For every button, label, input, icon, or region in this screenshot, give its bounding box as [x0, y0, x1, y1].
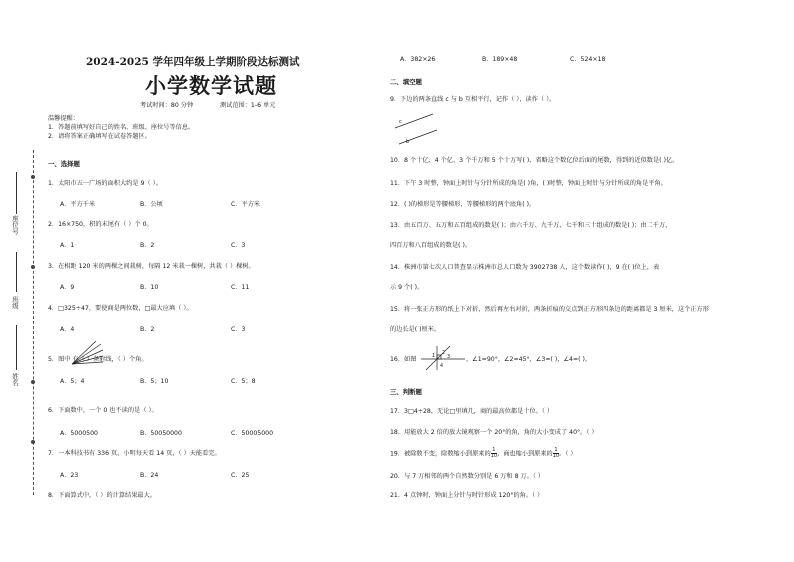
seat-label: 座位号	[11, 215, 19, 235]
class-underline	[16, 252, 17, 292]
question-19	[390, 448, 577, 459]
q19-text-b: ，商也缩小到原来的	[497, 450, 553, 458]
fraction: $\frac{1}{10}$	[552, 447, 560, 459]
q8-option-c[interactable]: C．524×18	[570, 56, 606, 63]
question-16-prefix: 16．如图	[390, 356, 417, 363]
question-1: 1．太阳市五一广场的面积大约是 9（ ）。	[48, 180, 162, 187]
question-10: 10．8 个十亿、4 个亿、3 个千万和 5 个十万写( )，省略这个数亿位后面的尾数，得到的近似数是( )亿。	[390, 157, 679, 164]
q3-option-a[interactable]: A．9	[60, 284, 75, 291]
exam-subtitle: 小学数学试题	[145, 73, 277, 98]
binding-hole	[31, 175, 35, 179]
angle-label: 3	[447, 355, 451, 360]
class-label: 班级	[11, 296, 19, 309]
q5-option-a[interactable]: A．5；4	[60, 378, 85, 385]
q8-option-a[interactable]: A．382×26	[400, 56, 436, 63]
name-underline	[16, 325, 17, 370]
question-7: 7．一本科技书有 336 页，小明每天看 14 页，（ ）天能看完。	[48, 450, 221, 457]
angle-label: 4	[440, 364, 444, 369]
name-label: 姓名	[11, 373, 19, 386]
q3-option-b[interactable]: B．10	[140, 284, 159, 291]
fraction: $\frac{1}{10}$	[490, 447, 498, 459]
binding-hole	[31, 440, 35, 444]
question-16: ，∠1=90°，∠2=45°，∠3=( )，∠4=( )。	[466, 356, 592, 363]
q2-option-a[interactable]: A．1	[60, 242, 75, 249]
notice-heading: 温馨提醒：	[48, 115, 79, 122]
question-15-line2: 的边长是( )厘米。	[390, 326, 441, 333]
question-15-line1: 15．将一张正方形的纸上下对折，然后再左右对折，两条折痕的交点到正方形四条边的距离都是 3 厘米，这个正方形	[390, 306, 709, 313]
q1-option-b[interactable]: B．公顷	[140, 201, 163, 208]
question-18: 18．用能放大 2 倍的放大镜观察一个 20°的角，角的大小变成了 40°。（ ）	[390, 429, 598, 436]
question-11: 11．下午 3 时整，钟面上时针与分针所成的角是( )角，( )时整，钟面上时针与分针所成的角是平角。	[390, 180, 667, 187]
section-heading-judge: 三、判断题	[390, 388, 422, 396]
q6-option-c[interactable]: C．50005000	[231, 430, 274, 437]
question-8: 8．下面算式中，（ ）的计算结果最大。	[48, 492, 156, 499]
binding-hole	[31, 380, 35, 384]
q4-option-c[interactable]: C．3	[231, 326, 246, 333]
q3-option-c[interactable]: C．11	[231, 284, 250, 291]
rays-figure	[70, 340, 104, 366]
line-label-b: b	[406, 139, 410, 145]
question-14-line1: 14．株洲市第七次人口普查显示株洲市总人口数为 3902738 人，这个数读作( )，9 在( )位上，表	[390, 264, 660, 271]
q2-option-c[interactable]: C．3	[231, 242, 246, 249]
notice-item: 2．请将答案正确填写在试卷答题区。	[48, 133, 151, 140]
question-13-line1: 13．由五百万、五万和五百组成的数是( )；由六千万、九千万、七千和三十组成的数是( )；由二千万、	[390, 222, 672, 229]
notice-item: 1．答题前填写好自己的姓名、班级、座位号等信息。	[48, 124, 195, 131]
q5-option-c[interactable]: C．5；8	[231, 378, 256, 385]
question-17: 17．3□4÷28，无论□里填几，商的最高位都是十位。（ ）	[390, 408, 554, 415]
question-5: 5．图中 有（ ）条射线，（ ）个角。	[48, 356, 148, 363]
q7-option-c[interactable]: C．25	[231, 472, 250, 479]
exam-time: 考试时间：80 分钟	[140, 102, 194, 109]
q4-option-b[interactable]: B．2	[140, 326, 155, 333]
q4-option-a[interactable]: A．4	[60, 326, 75, 333]
seat-underline	[16, 172, 17, 214]
angle-label: 2	[442, 351, 446, 356]
binding-hole	[31, 265, 35, 269]
question-3: 3．在相距 120 米的两棵之间栽树，每隔 12 米栽一棵树，共栽（ ）棵树。	[48, 263, 255, 270]
parallel-lines-figure	[393, 112, 438, 148]
q5-option-b[interactable]: B．5；10	[140, 378, 169, 385]
section-heading-choice: 一、选择题	[48, 160, 80, 168]
question-20: 20．与 7 万相邻的两个自然数分别是 6 万和 8 万。（ ）	[390, 473, 545, 480]
angle-label: 1	[432, 354, 436, 359]
q8-option-b[interactable]: B．189×48	[482, 56, 518, 63]
question-21: 21．4 点钟时，钟面上分针与时针形成 120°的角。（ ）	[390, 492, 544, 499]
question-12: 12．( )的梯形是等腰梯形，等腰梯形的两个底角( )。	[390, 201, 536, 208]
line-label-c: c	[399, 119, 402, 125]
question-14-line2: 示 9 个( )。	[390, 284, 424, 291]
question-2: 2．16×750，积的末尾有（ ）个 0。	[48, 221, 153, 228]
question-9: 9．下边的两条直线 c 与 b 互相平行，记作（ ），读作（ ）。	[390, 96, 556, 103]
q6-option-b[interactable]: B．50050000	[140, 430, 182, 437]
angles-figure	[420, 344, 466, 372]
exam-scope: 测试范围：1-6 单元	[220, 102, 276, 109]
q1-option-c[interactable]: C．平方米	[231, 201, 261, 208]
question-13-line2: 四百万和八百组成的数是( )。	[390, 242, 472, 249]
exam-title: 2024-2025 学年四年级上学期阶段达标测试	[86, 56, 300, 68]
q19-text-c: 。（ ）	[559, 450, 577, 458]
q2-option-b[interactable]: B．2	[140, 242, 155, 249]
question-4: 4．□325÷47，要使商是两位数，□最大应填（ ）。	[48, 305, 193, 312]
question-6: 6．下面数中，一个 0 也不读的是（ ）。	[48, 407, 158, 414]
q7-option-b[interactable]: B．24	[140, 472, 159, 479]
q7-option-a[interactable]: A．23	[60, 472, 79, 479]
q6-option-a[interactable]: A．5000500	[60, 430, 98, 437]
section-heading-fill: 二、填空题	[390, 78, 422, 86]
q19-text-a: 19．被除数不变，除数缩小到原来的	[390, 450, 491, 458]
q1-option-a[interactable]: A．平方千米	[60, 201, 96, 208]
